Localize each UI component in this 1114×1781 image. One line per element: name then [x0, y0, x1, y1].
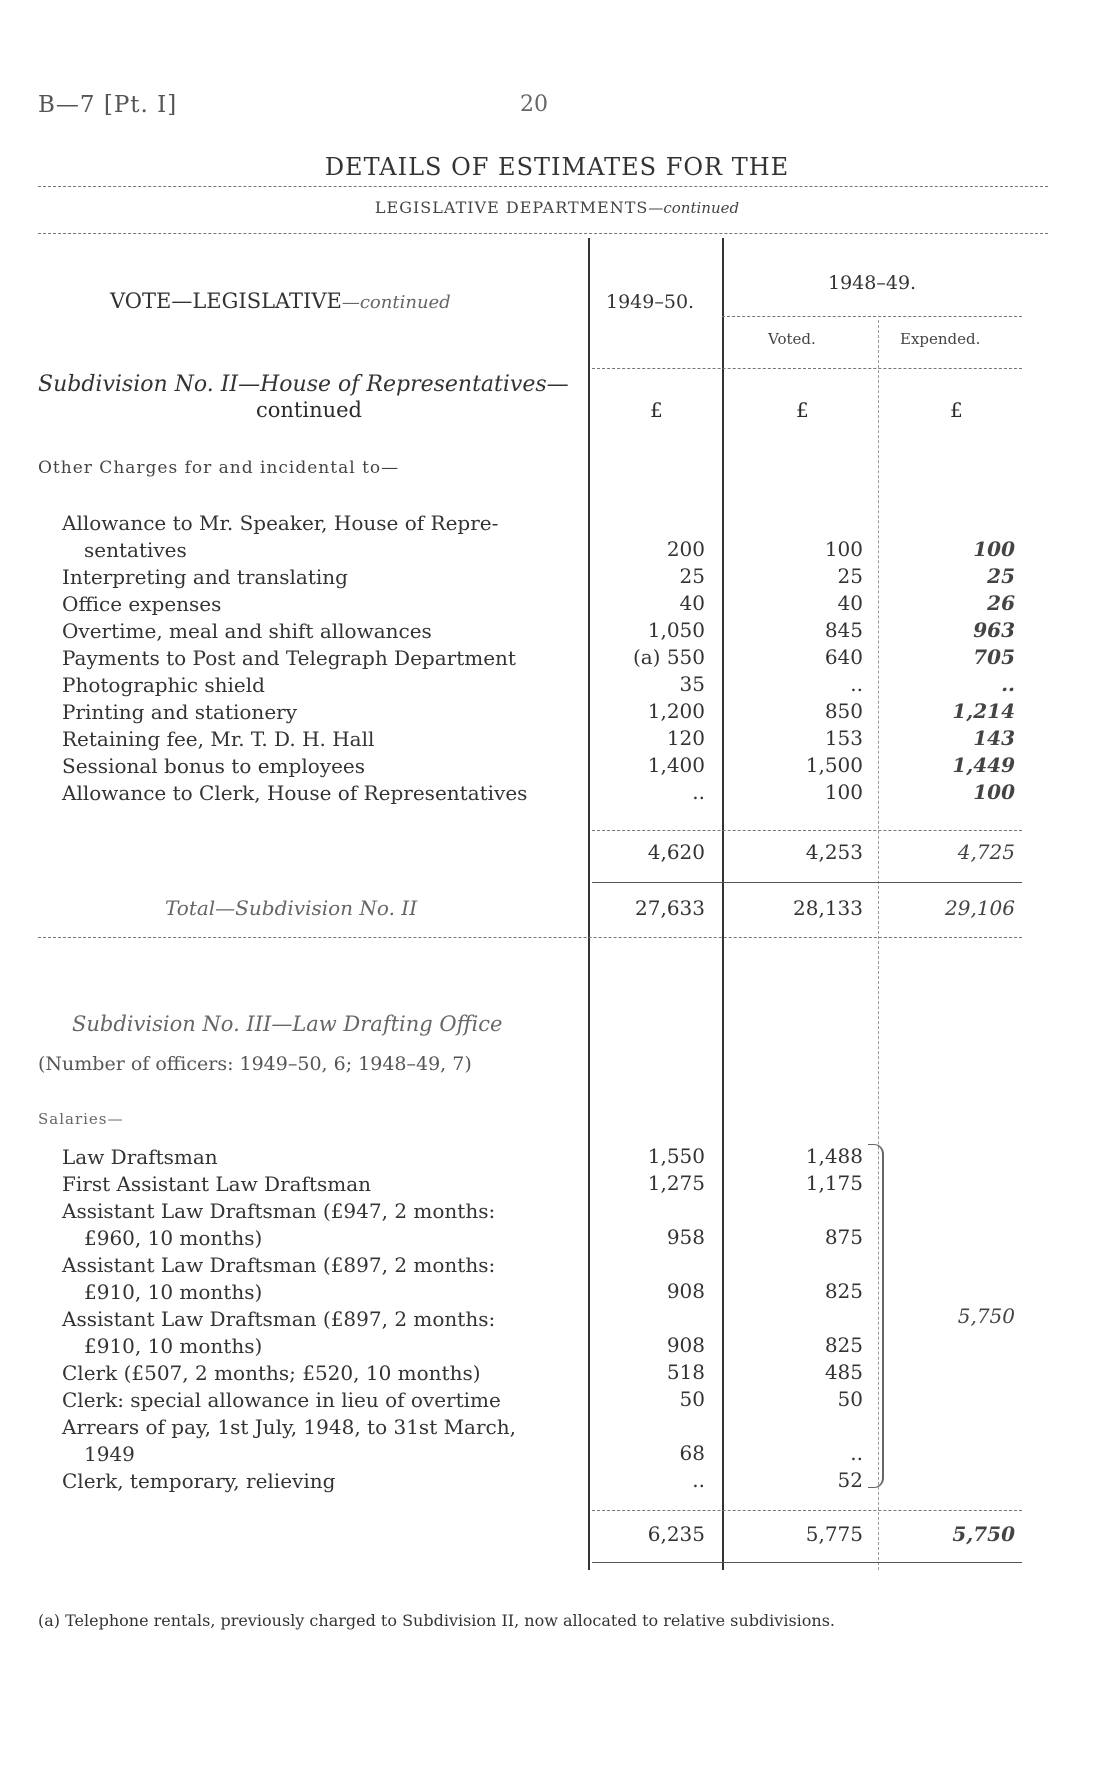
footnote: (a) Telephone rentals, previously charged to Subdivision II, now allocated to relative subdivisions.	[38, 1611, 836, 1630]
currency-col2: £	[796, 398, 809, 422]
charges-value-1949-50: (a) 550	[632, 645, 705, 669]
salaries-value-voted: 50	[837, 1387, 863, 1411]
charges-value-expended: 1,214	[952, 699, 1015, 723]
charges-value-voted: 25	[837, 564, 863, 588]
column-divider-2	[722, 238, 724, 1570]
currency-col3: £	[950, 398, 963, 422]
salaries-value-1949-50: 1,275	[647, 1171, 705, 1195]
charges-item-label: Allowance to Clerk, House of Representatives	[62, 781, 528, 805]
subdivision-2-title: Subdivision No. II—House of Representatives—	[38, 372, 569, 397]
salaries-value-voted: 825	[824, 1279, 863, 1303]
salaries-item-label: Clerk: special allowance in lieu of overtime	[62, 1388, 501, 1412]
sub3-total-1949-50: 6,235	[647, 1522, 705, 1546]
charges-value-voted: 40	[837, 591, 863, 615]
voted-heading: Voted.	[768, 330, 816, 348]
year-1948-49-heading: 1948–49.	[828, 272, 917, 294]
salaries-value-1949-50: ..	[692, 1468, 705, 1492]
salaries-value-voted: ..	[850, 1441, 863, 1465]
salaries-value-1949-50: 68	[679, 1441, 705, 1465]
salaries-item-label: Assistant Law Draftsman (£897, 2 months:	[62, 1307, 496, 1331]
bracket-expended-value: 5,750	[957, 1304, 1015, 1328]
other-charges-heading: Other Charges for and incidental to—	[38, 458, 400, 478]
salaries-item-label: Assistant Law Draftsman (£897, 2 months:	[62, 1253, 496, 1277]
charges-value-voted: 850	[824, 699, 863, 723]
subtotal-rule	[592, 830, 1022, 831]
charges-value-expended: 26	[987, 591, 1015, 615]
expended-bracket	[868, 1144, 884, 1488]
page-title: DETAILS OF ESTIMATES FOR THE	[324, 153, 790, 181]
charges-value-expended: 100	[973, 780, 1015, 804]
charges-value-expended: 143	[973, 726, 1015, 750]
charges-value-1949-50: 1,200	[647, 699, 705, 723]
charges-value-voted: 1,500	[805, 753, 863, 777]
charges-value-1949-50: ..	[692, 780, 705, 804]
charges-item-label: Allowance to Mr. Speaker, House of Repre-	[62, 511, 499, 535]
salaries-value-voted: 485	[824, 1360, 863, 1384]
sub3-total-top-rule	[592, 1510, 1022, 1511]
charges-item-label: Photographic shield	[62, 673, 265, 697]
sub3-total-expended: 5,750	[952, 1522, 1015, 1546]
charges-value-expended: 1,449	[952, 753, 1015, 777]
sub3-total-bottom-rule	[592, 1562, 1022, 1563]
expended-heading: Expended.	[900, 330, 981, 348]
subtitle-rule	[38, 233, 1048, 234]
charges-value-expended: ..	[1001, 672, 1015, 696]
salaries-item-label: £910, 10 months)	[84, 1280, 263, 1304]
charges-item-label: Payments to Post and Telegraph Department	[62, 646, 516, 670]
charges-item-label: Printing and stationery	[62, 700, 298, 724]
salaries-value-1949-50: 518	[666, 1360, 705, 1384]
year-header-rule	[722, 316, 1022, 317]
officers-count: (Number of officers: 1949–50, 6; 1948–49, 7)	[38, 1053, 472, 1075]
document-reference: B—7 [Pt. I]	[38, 92, 178, 118]
charges-item-label: Overtime, meal and shift allowances	[62, 619, 432, 643]
salaries-item-label: First Assistant Law Draftsman	[62, 1172, 372, 1196]
salaries-item-label: £960, 10 months)	[84, 1226, 263, 1250]
salaries-value-voted: 52	[837, 1468, 863, 1492]
charges-value-expended: 705	[973, 645, 1015, 669]
charges-value-1949-50: 120	[666, 726, 705, 750]
charges-value-voted: 845	[824, 618, 863, 642]
charges-item-label: Sessional bonus to employees	[62, 754, 365, 778]
salaries-value-voted: 1,488	[805, 1144, 863, 1168]
salaries-value-1949-50: 1,550	[647, 1144, 705, 1168]
charges-item-label: Interpreting and translating	[62, 565, 348, 589]
page-subtitle: LEGISLATIVE DEPARTMENTS—continued	[374, 198, 740, 217]
salaries-item-label: Law Draftsman	[62, 1145, 218, 1169]
charges-item-label: sentatives	[84, 538, 187, 562]
total-subdivision-2-label: Total—Subdivision No. II	[165, 896, 418, 920]
column-divider-1	[588, 238, 590, 1570]
page-number: 20	[520, 92, 548, 117]
salaries-value-1949-50: 908	[666, 1279, 705, 1303]
charges-value-voted: 100	[824, 537, 863, 561]
charges-value-1949-50: 35	[679, 672, 705, 696]
charges-value-expended: 100	[973, 537, 1015, 561]
sub3-total-voted: 5,775	[805, 1522, 863, 1546]
salaries-item-label: 1949	[84, 1442, 135, 1466]
salaries-item-label: Clerk (£507, 2 months; £520, 10 months)	[62, 1361, 481, 1385]
salaries-value-1949-50: 958	[666, 1225, 705, 1249]
currency-col1: £	[650, 398, 663, 422]
salaries-value-voted: 875	[824, 1225, 863, 1249]
charges-value-1949-50: 1,050	[647, 618, 705, 642]
total-1949-50: 27,633	[635, 896, 705, 920]
total-expended: 29,106	[945, 896, 1015, 920]
subtotal-expended: 4,725	[957, 840, 1015, 864]
total-top-rule	[592, 882, 1022, 883]
header-bottom-rule	[592, 368, 1022, 369]
charges-item-label: Office expenses	[62, 592, 222, 616]
total-bottom-rule	[38, 937, 1022, 938]
salaries-item-label: Clerk, temporary, relieving	[62, 1469, 336, 1493]
salaries-value-1949-50: 50	[679, 1387, 705, 1411]
salaries-item-label: £910, 10 months)	[84, 1334, 263, 1358]
subtotal-1949-50: 4,620	[647, 840, 705, 864]
salaries-value-voted: 825	[824, 1333, 863, 1357]
subtotal-voted: 4,253	[805, 840, 863, 864]
charges-value-1949-50: 40	[679, 591, 705, 615]
year-1949-50-heading: 1949–50.	[606, 291, 695, 313]
salaries-item-label: Assistant Law Draftsman (£947, 2 months:	[62, 1199, 496, 1223]
subdivision-3-title: Subdivision No. III—Law Drafting Office	[72, 1012, 503, 1036]
salaries-value-voted: 1,175	[805, 1171, 863, 1195]
title-rule	[38, 186, 1048, 187]
subdivision-2-continued: continued	[256, 398, 363, 422]
salaries-item-label: Arrears of pay, 1st July, 1948, to 31st March,	[62, 1415, 516, 1439]
charges-value-expended: 25	[987, 564, 1015, 588]
salaries-heading: Salaries—	[38, 1110, 124, 1128]
charges-value-1949-50: 1,400	[647, 753, 705, 777]
total-voted: 28,133	[793, 896, 863, 920]
charges-value-voted: 640	[824, 645, 863, 669]
charges-value-voted: 153	[824, 726, 863, 750]
salaries-value-1949-50: 908	[666, 1333, 705, 1357]
charges-value-expended: 963	[973, 618, 1015, 642]
charges-value-1949-50: 200	[666, 537, 705, 561]
charges-item-label: Retaining fee, Mr. T. D. H. Hall	[62, 727, 375, 751]
vote-heading: VOTE—LEGISLATIVE—continued	[110, 289, 451, 313]
charges-value-1949-50: 25	[679, 564, 705, 588]
charges-value-voted: ..	[850, 672, 863, 696]
charges-value-voted: 100	[824, 780, 863, 804]
